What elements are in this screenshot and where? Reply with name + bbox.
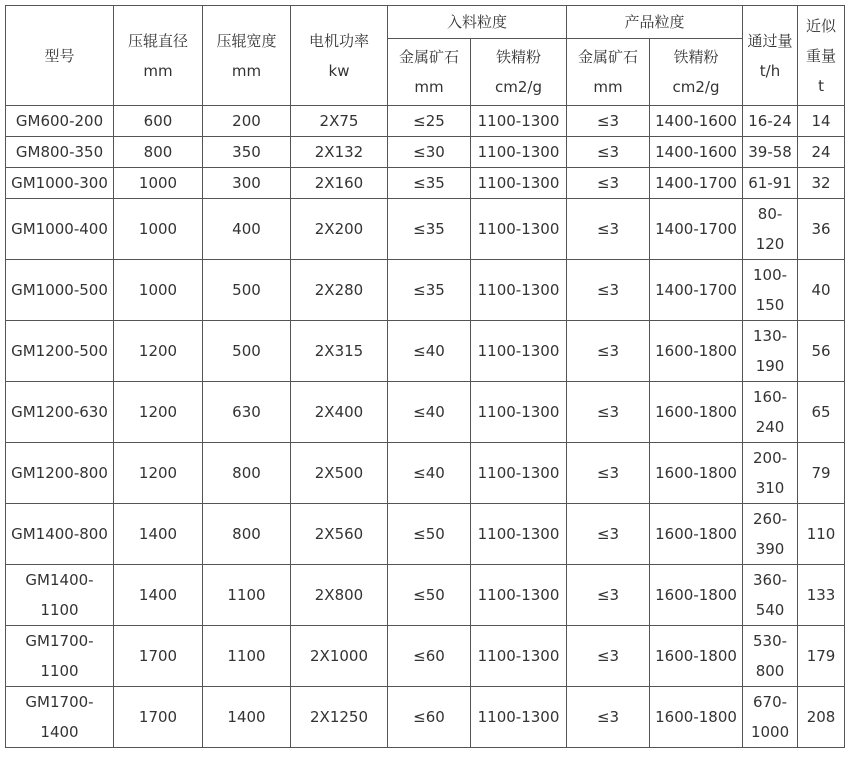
cell-weight: 208 <box>798 687 845 748</box>
cell-model <box>6 504 114 565</box>
table-row <box>6 168 845 199</box>
cell-motor-power: 2X280 <box>291 260 388 321</box>
table-row <box>6 382 845 443</box>
cell-throughput-line: 800 <box>755 662 785 680</box>
cell-model <box>6 443 114 504</box>
cell-throughput-line: 39-58 <box>748 143 792 161</box>
spec-table <box>5 5 845 748</box>
cell-feed-iron-concentrate: 1100-1300 <box>471 199 567 260</box>
cell-weight: 24 <box>798 137 845 168</box>
cell-product-metal-ore: ≤3 <box>567 260 650 321</box>
cell-roll-diameter: 1200 <box>114 382 203 443</box>
cell-model <box>6 137 114 168</box>
cell-throughput-line: 200- <box>753 449 788 467</box>
cell-throughput-line: 100- <box>753 266 788 284</box>
cell-model-line: GM1200-800 <box>11 464 108 482</box>
cell-throughput-line: 130- <box>753 327 788 345</box>
cell-feed-metal-ore: ≤35 <box>388 260 471 321</box>
cell-model-line: GM1000-400 <box>11 220 108 238</box>
cell-feed-metal-ore: ≤50 <box>388 504 471 565</box>
cell-roll-width: 350 <box>203 137 291 168</box>
cell-feed-iron-concentrate: 1100-1300 <box>471 168 567 199</box>
header-feed-metal-ore: 金属矿石 mm <box>388 39 471 106</box>
cell-feed-metal-ore: ≤30 <box>388 137 471 168</box>
header-motor-power: 电机功率 kw <box>291 6 388 106</box>
cell-roll-diameter: 1200 <box>114 443 203 504</box>
cell-motor-power: 2X200 <box>291 199 388 260</box>
cell-feed-iron-concentrate: 1100-1300 <box>471 626 567 687</box>
cell-roll-width: 1400 <box>203 687 291 748</box>
cell-motor-power: 2X560 <box>291 504 388 565</box>
cell-throughput <box>743 137 798 168</box>
cell-motor-power: 2X160 <box>291 168 388 199</box>
header-throughput: 通过量 t/h <box>743 6 798 106</box>
cell-throughput-line: 240 <box>755 418 785 436</box>
header-product-size: 产品粒度 <box>567 6 743 39</box>
cell-weight: 56 <box>798 321 845 382</box>
cell-product-iron-concentrate: 1400-1600 <box>650 137 743 168</box>
cell-throughput-line: 150 <box>755 296 785 314</box>
cell-throughput <box>743 565 798 626</box>
cell-model-line: 1100 <box>40 601 79 619</box>
cell-weight: 110 <box>798 504 845 565</box>
cell-motor-power: 2X400 <box>291 382 388 443</box>
cell-model-line: 1400 <box>40 723 79 741</box>
cell-model <box>6 321 114 382</box>
cell-product-metal-ore: ≤3 <box>567 443 650 504</box>
cell-throughput-line: 260- <box>753 510 788 528</box>
cell-feed-metal-ore: ≤60 <box>388 687 471 748</box>
cell-roll-width: 300 <box>203 168 291 199</box>
cell-motor-power: 2X315 <box>291 321 388 382</box>
cell-model <box>6 565 114 626</box>
header-roll-width: 压辊宽度 mm <box>203 6 291 106</box>
cell-throughput <box>743 321 798 382</box>
cell-throughput <box>743 168 798 199</box>
cell-feed-iron-concentrate: 1100-1300 <box>471 106 567 137</box>
cell-product-iron-concentrate: 1600-1800 <box>650 565 743 626</box>
cell-throughput-line: 540 <box>755 601 785 619</box>
cell-throughput <box>743 687 798 748</box>
cell-feed-metal-ore: ≤25 <box>388 106 471 137</box>
cell-throughput <box>743 382 798 443</box>
cell-throughput-line: 390 <box>755 540 785 558</box>
header-product-iron-concentrate: 铁精粉 cm2/g <box>650 39 743 106</box>
table-row <box>6 260 845 321</box>
cell-throughput <box>743 199 798 260</box>
cell-roll-width: 200 <box>203 106 291 137</box>
cell-feed-iron-concentrate: 1100-1300 <box>471 137 567 168</box>
cell-model-line: GM1000-500 <box>11 281 108 299</box>
cell-model <box>6 260 114 321</box>
cell-model-line: GM1400- <box>25 571 94 589</box>
cell-product-iron-concentrate: 1600-1800 <box>650 382 743 443</box>
cell-weight: 133 <box>798 565 845 626</box>
cell-product-metal-ore: ≤3 <box>567 565 650 626</box>
cell-model <box>6 626 114 687</box>
cell-feed-iron-concentrate: 1100-1300 <box>471 565 567 626</box>
cell-model <box>6 687 114 748</box>
cell-product-metal-ore: ≤3 <box>567 321 650 382</box>
cell-throughput <box>743 443 798 504</box>
cell-product-iron-concentrate: 1400-1700 <box>650 199 743 260</box>
cell-model <box>6 199 114 260</box>
cell-roll-diameter: 1000 <box>114 168 203 199</box>
cell-roll-width: 1100 <box>203 565 291 626</box>
cell-throughput-line: 360- <box>753 571 788 589</box>
cell-model-line: GM600-200 <box>15 112 104 130</box>
table-row <box>6 443 845 504</box>
cell-product-iron-concentrate: 1600-1800 <box>650 626 743 687</box>
cell-feed-metal-ore: ≤40 <box>388 321 471 382</box>
cell-weight: 36 <box>798 199 845 260</box>
cell-feed-metal-ore: ≤40 <box>388 382 471 443</box>
table-row <box>6 687 845 748</box>
cell-roll-diameter: 1000 <box>114 260 203 321</box>
cell-throughput <box>743 260 798 321</box>
header-feed-size: 入料粒度 <box>388 6 567 39</box>
cell-throughput-line: 16-24 <box>748 112 792 130</box>
cell-motor-power: 2X500 <box>291 443 388 504</box>
cell-weight: 14 <box>798 106 845 137</box>
cell-weight: 79 <box>798 443 845 504</box>
cell-throughput <box>743 106 798 137</box>
table-row <box>6 321 845 382</box>
table-row <box>6 626 845 687</box>
header-weight: 近似 重量 t <box>798 6 845 106</box>
cell-motor-power: 2X800 <box>291 565 388 626</box>
cell-feed-metal-ore: ≤50 <box>388 565 471 626</box>
cell-weight: 40 <box>798 260 845 321</box>
cell-product-iron-concentrate: 1600-1800 <box>650 443 743 504</box>
cell-feed-metal-ore: ≤35 <box>388 168 471 199</box>
cell-model-line: GM1200-500 <box>11 342 108 360</box>
cell-model <box>6 106 114 137</box>
cell-motor-power: 2X1000 <box>291 626 388 687</box>
cell-roll-diameter: 1000 <box>114 199 203 260</box>
cell-product-iron-concentrate: 1400-1700 <box>650 260 743 321</box>
cell-roll-diameter: 1700 <box>114 626 203 687</box>
cell-model <box>6 382 114 443</box>
cell-roll-diameter: 600 <box>114 106 203 137</box>
cell-throughput <box>743 626 798 687</box>
cell-model-line: GM800-350 <box>15 143 104 161</box>
header-roll-diameter: 压辊直径 mm <box>114 6 203 106</box>
cell-roll-width: 1100 <box>203 626 291 687</box>
cell-roll-diameter: 1400 <box>114 504 203 565</box>
cell-throughput <box>743 504 798 565</box>
cell-weight: 65 <box>798 382 845 443</box>
cell-roll-width: 800 <box>203 443 291 504</box>
table-row <box>6 106 845 137</box>
cell-feed-iron-concentrate: 1100-1300 <box>471 687 567 748</box>
cell-throughput-line: 61-91 <box>748 174 792 192</box>
cell-model-line: 1100 <box>40 662 79 680</box>
cell-model-line: GM1700- <box>25 693 94 711</box>
cell-feed-metal-ore: ≤40 <box>388 443 471 504</box>
cell-feed-iron-concentrate: 1100-1300 <box>471 443 567 504</box>
cell-throughput-line: 80- <box>757 205 783 223</box>
cell-roll-width: 630 <box>203 382 291 443</box>
cell-product-metal-ore: ≤3 <box>567 626 650 687</box>
cell-weight: 179 <box>798 626 845 687</box>
cell-product-metal-ore: ≤3 <box>567 137 650 168</box>
cell-throughput-line: 670- <box>753 693 788 711</box>
cell-model-line: GM1200-630 <box>11 403 108 421</box>
cell-throughput-line: 530- <box>753 632 788 650</box>
cell-product-iron-concentrate: 1600-1800 <box>650 687 743 748</box>
cell-throughput-line: 190 <box>755 357 785 375</box>
cell-roll-width: 400 <box>203 199 291 260</box>
cell-motor-power: 2X75 <box>291 106 388 137</box>
cell-product-metal-ore: ≤3 <box>567 504 650 565</box>
cell-roll-width: 800 <box>203 504 291 565</box>
cell-throughput-line: 310 <box>755 479 785 497</box>
cell-product-metal-ore: ≤3 <box>567 199 650 260</box>
cell-product-metal-ore: ≤3 <box>567 382 650 443</box>
cell-product-metal-ore: ≤3 <box>567 168 650 199</box>
cell-product-metal-ore: ≤3 <box>567 687 650 748</box>
cell-motor-power: 2X132 <box>291 137 388 168</box>
cell-model-line: GM1000-300 <box>11 174 108 192</box>
cell-feed-metal-ore: ≤35 <box>388 199 471 260</box>
cell-roll-width: 500 <box>203 260 291 321</box>
cell-product-iron-concentrate: 1400-1700 <box>650 168 743 199</box>
header-row-top <box>6 6 845 39</box>
cell-product-iron-concentrate: 1400-1600 <box>650 106 743 137</box>
cell-model-line: GM1400-800 <box>11 525 108 543</box>
cell-product-iron-concentrate: 1600-1800 <box>650 321 743 382</box>
table-row <box>6 137 845 168</box>
cell-throughput-line: 1000 <box>750 723 790 741</box>
cell-feed-iron-concentrate: 1100-1300 <box>471 382 567 443</box>
cell-roll-diameter: 1200 <box>114 321 203 382</box>
table-row <box>6 199 845 260</box>
cell-model-line: GM1700- <box>25 632 94 650</box>
cell-roll-width: 500 <box>203 321 291 382</box>
cell-feed-metal-ore: ≤60 <box>388 626 471 687</box>
cell-feed-iron-concentrate: 1100-1300 <box>471 321 567 382</box>
cell-roll-diameter: 1700 <box>114 687 203 748</box>
header-feed-iron-concentrate: 铁精粉 cm2/g <box>471 39 567 106</box>
cell-roll-diameter: 1400 <box>114 565 203 626</box>
cell-model <box>6 168 114 199</box>
cell-product-iron-concentrate: 1600-1800 <box>650 504 743 565</box>
header-model: 型号 <box>6 6 114 106</box>
cell-weight: 32 <box>798 168 845 199</box>
cell-roll-diameter: 800 <box>114 137 203 168</box>
cell-product-metal-ore: ≤3 <box>567 106 650 137</box>
cell-throughput-line: 120 <box>755 235 785 253</box>
cell-feed-iron-concentrate: 1100-1300 <box>471 504 567 565</box>
table-body <box>6 106 845 748</box>
cell-motor-power: 2X1250 <box>291 687 388 748</box>
cell-feed-iron-concentrate: 1100-1300 <box>471 260 567 321</box>
table-row <box>6 565 845 626</box>
header-product-metal-ore: 金属矿石 mm <box>567 39 650 106</box>
cell-throughput-line: 160- <box>753 388 788 406</box>
table-row <box>6 504 845 565</box>
